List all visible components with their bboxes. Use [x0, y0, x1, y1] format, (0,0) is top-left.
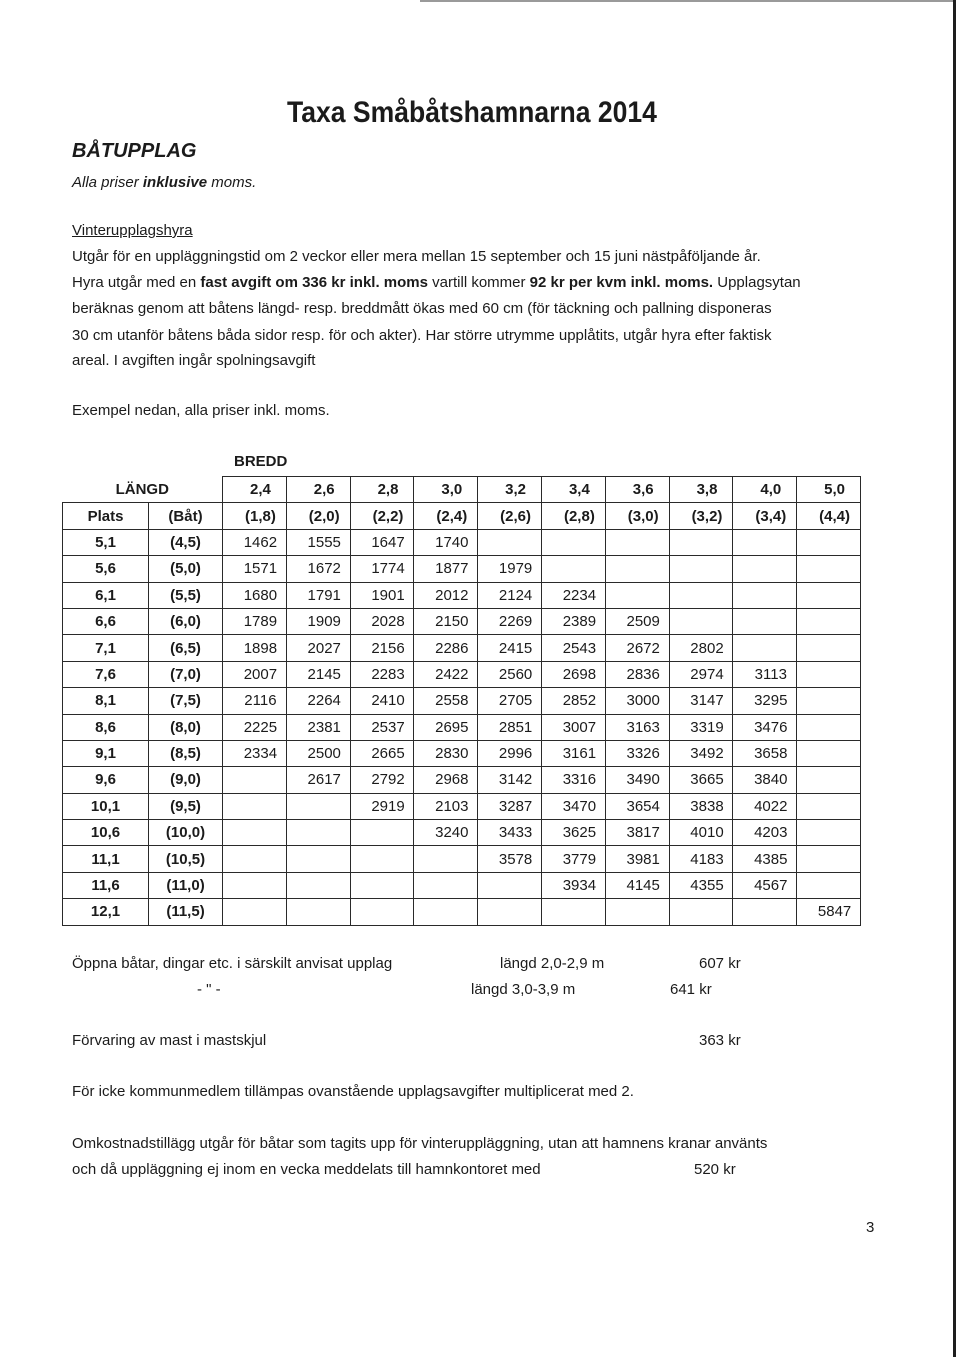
row-header-boat: (6,5) — [149, 635, 223, 661]
example-note: Exempel nedan, alla priser inkl. moms. — [72, 402, 330, 419]
price-cell: 1680 — [223, 582, 287, 608]
winter-text-line-3: beräknas genom att båtens längd- resp. breddmått ökas med 60 cm (för täckning och pallning disponeras — [72, 300, 772, 317]
price-cell: 3287 — [478, 793, 542, 819]
price-cell: 4355 — [669, 872, 733, 898]
price-cell: 4385 — [733, 846, 797, 872]
price-cell — [286, 793, 350, 819]
col-header-width: 3,2 — [478, 477, 542, 503]
price-cell — [414, 872, 478, 898]
price-note-prefix: Alla priser — [72, 174, 143, 191]
area-fee: 92 kr per kvm inkl. moms. — [529, 274, 714, 291]
price-cell: 3838 — [669, 793, 733, 819]
row-header-boat: (8,5) — [149, 740, 223, 766]
price-cell: 2116 — [223, 688, 287, 714]
col-header-width: 3,4 — [542, 477, 606, 503]
price-cell: 3433 — [478, 820, 542, 846]
price-cell — [797, 529, 861, 555]
price-note-suffix: moms. — [207, 174, 257, 191]
price-cell: 2509 — [605, 608, 669, 634]
price-cell: 3295 — [733, 688, 797, 714]
table-row — [63, 582, 861, 608]
price-cell — [797, 714, 861, 740]
price-cell: 1462 — [223, 529, 287, 555]
price-cell: 3163 — [605, 714, 669, 740]
section-heading: BÅTUPPLAG — [72, 140, 197, 162]
price-cell: 2269 — [478, 608, 542, 634]
price-cell: 4145 — [605, 872, 669, 898]
price-cell: 2968 — [414, 767, 478, 793]
price-cell — [733, 529, 797, 555]
row-header-plats: 11,6 — [63, 872, 149, 898]
row-header-boat: (7,0) — [149, 661, 223, 687]
col-header-width: 2,8 — [350, 477, 414, 503]
price-cell — [223, 820, 287, 846]
price-cell: 1909 — [286, 608, 350, 634]
winter-text-line-1: Utgår för en uppläggningstid om 2 veckor eller mera mellan 15 september och 15 juni nästpåföljande år. — [72, 248, 761, 265]
price-cell: 3578 — [478, 846, 542, 872]
table-row — [63, 899, 861, 925]
price-cell: 2919 — [350, 793, 414, 819]
price-cell: 3665 — [669, 767, 733, 793]
col-header-width: 5,0 — [797, 477, 861, 503]
boat-width-header-row — [63, 503, 861, 529]
col-header-boat-width: (2,4) — [414, 503, 478, 529]
price-cell — [350, 820, 414, 846]
table-row — [63, 556, 861, 582]
row-header-plats: 6,1 — [63, 582, 149, 608]
price-cell — [797, 635, 861, 661]
table-row — [63, 635, 861, 661]
price-cell: 3492 — [669, 740, 733, 766]
price-cell — [223, 846, 287, 872]
col-header-boat-width: (2,6) — [478, 503, 542, 529]
price-cell: 2028 — [350, 608, 414, 634]
table-row — [63, 793, 861, 819]
row-header-plats: 7,1 — [63, 635, 149, 661]
price-cell: 2007 — [223, 661, 287, 687]
price-cell: 3319 — [669, 714, 733, 740]
page-number: 3 — [866, 1219, 875, 1236]
price-cell: 2286 — [414, 635, 478, 661]
price-cell: 3779 — [542, 846, 606, 872]
surcharge-line-1: Omkostnadstillägg utgår för båtar som tagits upp för vinteruppläggning, utan att hamnens kranar använts — [72, 1135, 768, 1152]
row-header-boat: (11,5) — [149, 899, 223, 925]
price-cell — [797, 740, 861, 766]
price-cell: 1774 — [350, 556, 414, 582]
mast-storage-price: 363 kr — [699, 1032, 741, 1049]
price-cell: 2103 — [414, 793, 478, 819]
price-cell: 2150 — [414, 608, 478, 634]
fee-text-3: Upplagsytan — [713, 274, 801, 291]
price-cell — [669, 556, 733, 582]
row-header-plats: 5,1 — [63, 529, 149, 555]
row-header-plats: 11,1 — [63, 846, 149, 872]
col-header-width: 3,6 — [605, 477, 669, 503]
row-header-boat: (5,0) — [149, 556, 223, 582]
price-cell: 1740 — [414, 529, 478, 555]
price-cell: 1789 — [223, 608, 287, 634]
price-cell: 2334 — [223, 740, 287, 766]
price-cell — [414, 899, 478, 925]
winter-text-line-5: areal. I avgiften ingår spolningsavgift — [72, 352, 316, 369]
row-header-boat: (5,5) — [149, 582, 223, 608]
price-cell — [605, 899, 669, 925]
price-cell — [286, 846, 350, 872]
col-header-width: 3,8 — [669, 477, 733, 503]
row-header-boat: (9,5) — [149, 793, 223, 819]
price-cell: 2145 — [286, 661, 350, 687]
row-header-plats: 12,1 — [63, 899, 149, 925]
table-row — [63, 661, 861, 687]
price-cell — [286, 899, 350, 925]
width-axis-label: BREDD — [234, 453, 288, 470]
row-header-boat: (9,0) — [149, 767, 223, 793]
price-cell: 3000 — [605, 688, 669, 714]
price-cell: 2996 — [478, 740, 542, 766]
price-cell — [350, 846, 414, 872]
price-cell: 3113 — [733, 661, 797, 687]
price-cell: 4567 — [733, 872, 797, 898]
price-cell: 2665 — [350, 740, 414, 766]
price-cell: 2695 — [414, 714, 478, 740]
row-header-boat: (4,5) — [149, 529, 223, 555]
col-header-width: 4,0 — [733, 477, 797, 503]
price-cell: 2851 — [478, 714, 542, 740]
row-header-boat: (10,5) — [149, 846, 223, 872]
boat-header: (Båt) — [149, 503, 223, 529]
price-cell — [797, 608, 861, 634]
price-cell: 3490 — [605, 767, 669, 793]
fee-text-1: Hyra utgår med en — [72, 274, 201, 291]
price-cell — [669, 899, 733, 925]
price-cell — [478, 529, 542, 555]
price-cell — [605, 529, 669, 555]
price-cell — [223, 767, 287, 793]
price-cell — [797, 556, 861, 582]
price-cell: 1672 — [286, 556, 350, 582]
price-cell: 2225 — [223, 714, 287, 740]
price-cell: 5847 — [797, 899, 861, 925]
row-header-boat: (10,0) — [149, 820, 223, 846]
price-cell: 3142 — [478, 767, 542, 793]
plats-header: Plats — [63, 503, 149, 529]
price-cell: 2500 — [286, 740, 350, 766]
row-header-plats: 6,6 — [63, 608, 149, 634]
table-row — [63, 529, 861, 555]
col-header-boat-width: (4,4) — [797, 503, 861, 529]
price-note-emphasis: inklusive — [142, 174, 208, 191]
price-cell — [797, 767, 861, 793]
price-cell: 3658 — [733, 740, 797, 766]
storage-open-boats-label: Öppna båtar, dingar etc. i särskilt anvisat upplag — [72, 955, 393, 972]
price-cell: 2415 — [478, 635, 542, 661]
price-cell — [669, 529, 733, 555]
price-cell — [478, 872, 542, 898]
fee-text-2: vartill kommer — [427, 274, 530, 291]
col-header-boat-width: (2,2) — [350, 503, 414, 529]
col-header-boat-width: (3,4) — [733, 503, 797, 529]
price-cell — [733, 899, 797, 925]
price-cell: 2264 — [286, 688, 350, 714]
price-cell: 2234 — [542, 582, 606, 608]
price-cell — [733, 635, 797, 661]
price-cell: 2389 — [542, 608, 606, 634]
row-header-plats: 10,6 — [63, 820, 149, 846]
price-table — [62, 476, 861, 926]
row-header-plats: 7,6 — [63, 661, 149, 687]
price-cell — [478, 899, 542, 925]
row-header-boat: (11,0) — [149, 872, 223, 898]
price-cell: 2830 — [414, 740, 478, 766]
price-cell — [286, 872, 350, 898]
price-cell: 2410 — [350, 688, 414, 714]
price-note — [72, 174, 256, 192]
table-row — [63, 688, 861, 714]
storage-ditto-price: 641 kr — [670, 981, 712, 998]
price-cell — [286, 820, 350, 846]
col-header-boat-width: (3,2) — [669, 503, 733, 529]
row-header-plats: 9,1 — [63, 740, 149, 766]
price-cell: 4022 — [733, 793, 797, 819]
price-cell: 4183 — [669, 846, 733, 872]
price-cell — [542, 899, 606, 925]
price-cell: 4010 — [669, 820, 733, 846]
price-cell: 2792 — [350, 767, 414, 793]
price-cell — [797, 661, 861, 687]
price-cell: 2156 — [350, 635, 414, 661]
price-cell: 2836 — [605, 661, 669, 687]
price-cell: 2802 — [669, 635, 733, 661]
surcharge-line-2: och då uppläggning ej inom en vecka meddelats till hamnkontoret med — [72, 1161, 541, 1178]
price-cell: 1791 — [286, 582, 350, 608]
non-member-note: För icke kommunmedlem tillämpas ovanstående upplagsavgifter multiplicerat med 2. — [72, 1083, 634, 1100]
price-cell — [223, 793, 287, 819]
price-cell: 2283 — [350, 661, 414, 687]
table-row — [63, 740, 861, 766]
table-row — [63, 846, 861, 872]
price-cell: 1555 — [286, 529, 350, 555]
scan-edge-top — [420, 0, 956, 2]
col-header-width: 3,0 — [414, 477, 478, 503]
price-cell: 3934 — [542, 872, 606, 898]
price-cell: 2543 — [542, 635, 606, 661]
price-cell: 3476 — [733, 714, 797, 740]
row-header-plats: 10,1 — [63, 793, 149, 819]
fixed-fee: fast avgift om 336 kr inkl. moms — [200, 274, 428, 291]
price-cell: 2422 — [414, 661, 478, 687]
price-cell: 1901 — [350, 582, 414, 608]
price-cell: 2381 — [286, 714, 350, 740]
price-cell — [605, 556, 669, 582]
winter-rent-heading: Vinterupplagshyra — [72, 222, 193, 239]
length-axis-label: LÄNGD — [63, 477, 223, 503]
price-cell: 2012 — [414, 582, 478, 608]
price-cell: 3840 — [733, 767, 797, 793]
price-cell: 2560 — [478, 661, 542, 687]
winter-fee-line — [72, 274, 801, 292]
price-cell: 3161 — [542, 740, 606, 766]
table-row — [63, 872, 861, 898]
row-header-boat: (7,5) — [149, 688, 223, 714]
price-cell: 1647 — [350, 529, 414, 555]
price-cell: 2124 — [478, 582, 542, 608]
price-cell — [797, 793, 861, 819]
price-cell: 2558 — [414, 688, 478, 714]
scan-edge-right — [953, 0, 956, 1357]
price-cell: 3147 — [669, 688, 733, 714]
price-cell: 2698 — [542, 661, 606, 687]
price-cell — [733, 556, 797, 582]
price-cell: 3316 — [542, 767, 606, 793]
storage-open-boats-length: längd 2,0-2,9 m — [500, 955, 605, 972]
row-header-boat: (6,0) — [149, 608, 223, 634]
storage-ditto-label: - " - — [197, 981, 221, 998]
price-cell — [669, 582, 733, 608]
price-cell: 2672 — [605, 635, 669, 661]
price-cell: 2974 — [669, 661, 733, 687]
table-row — [63, 767, 861, 793]
mast-storage-label: Förvaring av mast i mastskjul — [72, 1032, 267, 1049]
storage-open-boats-price: 607 kr — [699, 955, 741, 972]
price-cell — [350, 872, 414, 898]
price-cell — [797, 872, 861, 898]
price-cell: 2027 — [286, 635, 350, 661]
row-header-plats: 9,6 — [63, 767, 149, 793]
col-header-boat-width: (1,8) — [223, 503, 287, 529]
price-cell — [733, 608, 797, 634]
storage-ditto-length: längd 3,0-3,9 m — [471, 981, 576, 998]
row-header-plats: 8,6 — [63, 714, 149, 740]
price-cell — [605, 582, 669, 608]
price-cell — [542, 556, 606, 582]
price-cell: 2852 — [542, 688, 606, 714]
price-cell — [414, 846, 478, 872]
table-row — [63, 714, 861, 740]
price-cell — [733, 582, 797, 608]
price-cell — [350, 899, 414, 925]
surcharge-price: 520 kr — [694, 1161, 736, 1178]
price-cell: 2705 — [478, 688, 542, 714]
col-header-boat-width: (2,8) — [542, 503, 606, 529]
col-header-width: 2,4 — [223, 477, 287, 503]
price-cell: 3654 — [605, 793, 669, 819]
table-row — [63, 608, 861, 634]
price-cell — [223, 899, 287, 925]
price-cell: 1979 — [478, 556, 542, 582]
price-cell: 1571 — [223, 556, 287, 582]
price-cell: 3470 — [542, 793, 606, 819]
price-cell: 3981 — [605, 846, 669, 872]
price-cell: 3240 — [414, 820, 478, 846]
price-cell: 1877 — [414, 556, 478, 582]
row-header-boat: (8,0) — [149, 714, 223, 740]
price-cell — [669, 608, 733, 634]
col-header-boat-width: (2,0) — [286, 503, 350, 529]
price-cell: 1898 — [223, 635, 287, 661]
row-header-plats: 8,1 — [63, 688, 149, 714]
price-cell — [542, 529, 606, 555]
table-row — [63, 820, 861, 846]
col-header-boat-width: (3,0) — [605, 503, 669, 529]
price-cell — [797, 846, 861, 872]
col-header-width: 2,6 — [286, 477, 350, 503]
price-cell: 2537 — [350, 714, 414, 740]
row-header-plats: 5,6 — [63, 556, 149, 582]
price-cell — [223, 872, 287, 898]
price-cell: 4203 — [733, 820, 797, 846]
width-header-row — [63, 477, 861, 503]
price-cell: 3625 — [542, 820, 606, 846]
price-cell: 3817 — [605, 820, 669, 846]
price-cell — [797, 820, 861, 846]
price-cell — [797, 688, 861, 714]
winter-text-line-4: 30 cm utanför båtens båda sidor resp. för och akter). Har större utrymme upplåtits, utgår hyra efter faktisk — [72, 327, 772, 344]
price-cell: 3007 — [542, 714, 606, 740]
price-cell: 3326 — [605, 740, 669, 766]
price-cell — [797, 582, 861, 608]
page-title: Taxa Småbåtshamnarna 2014 — [287, 96, 657, 129]
price-cell: 2617 — [286, 767, 350, 793]
